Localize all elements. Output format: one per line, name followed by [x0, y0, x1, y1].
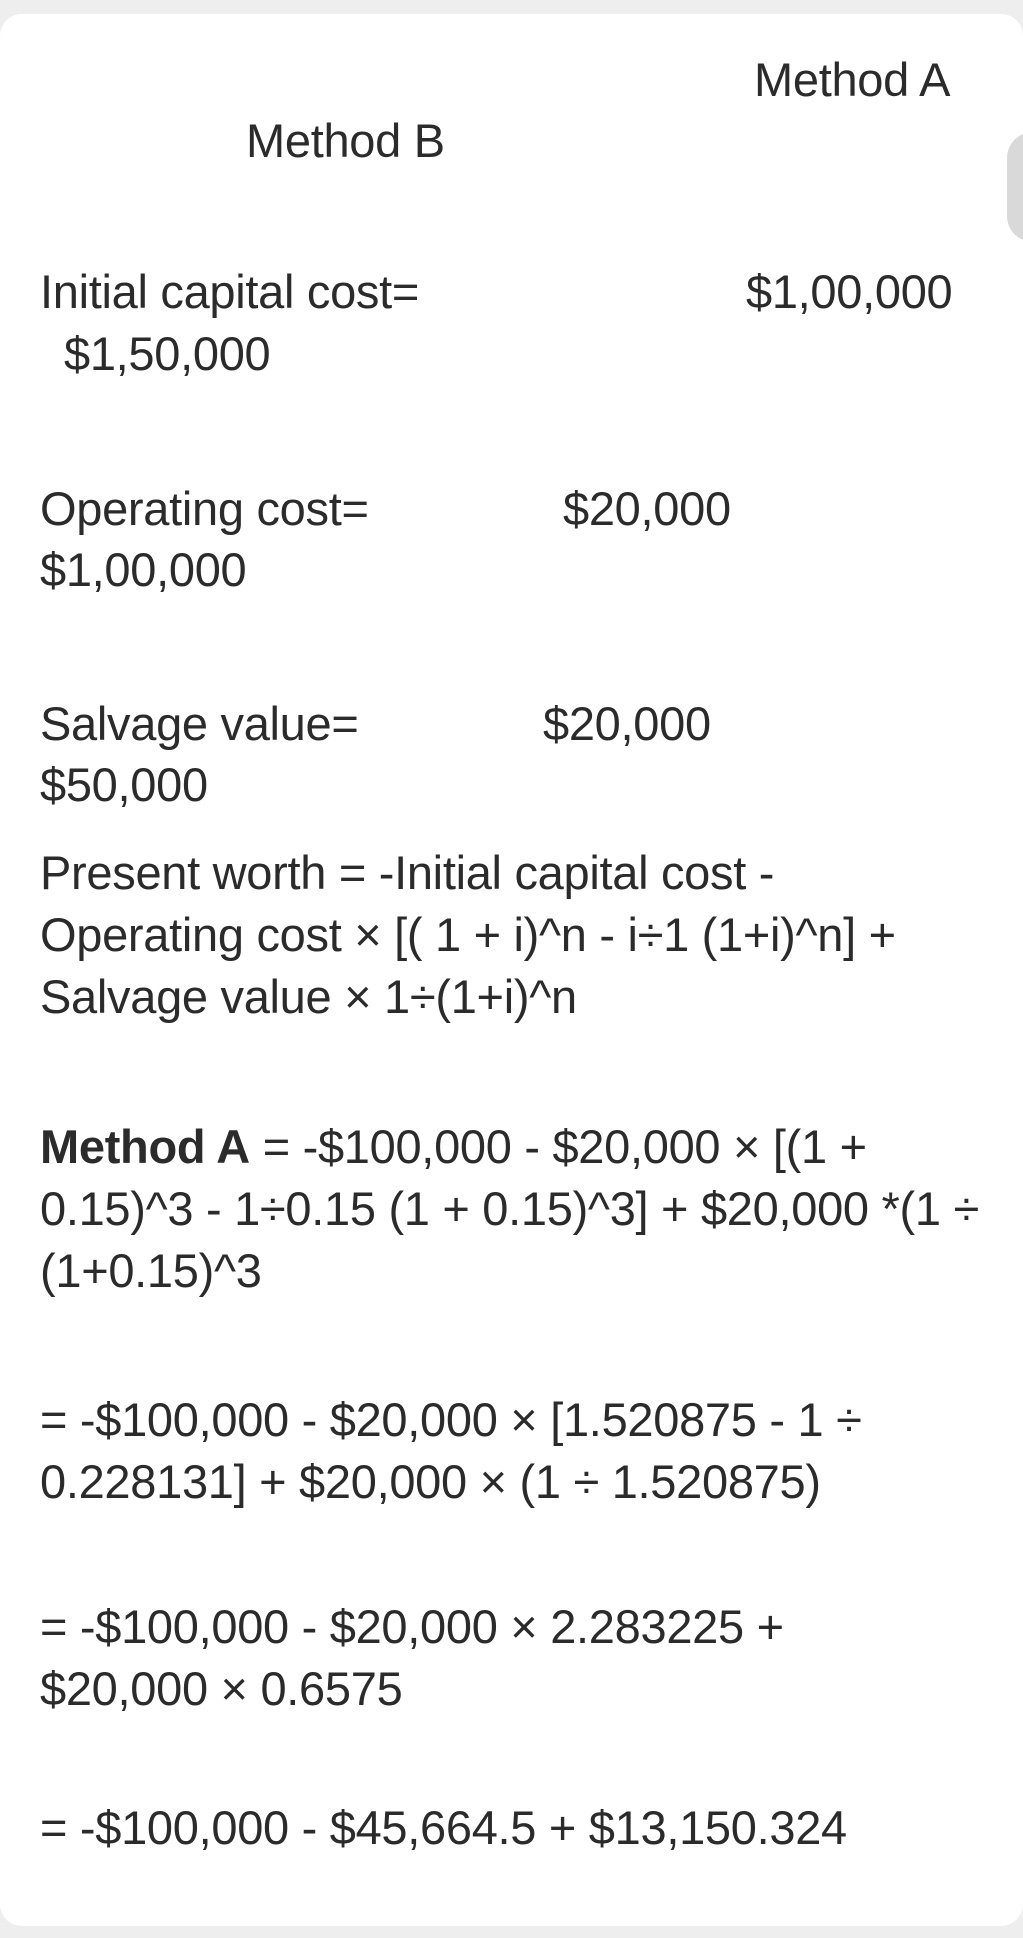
salvage-value-label: Salvage value=: [40, 697, 359, 750]
method-b-header: Method B: [246, 114, 445, 167]
initial-cost-label: Initial capital cost=: [40, 265, 420, 318]
scrollbar-thumb[interactable]: [1007, 132, 1023, 242]
operating-cost-method-b: $1,00,000: [40, 543, 247, 596]
formula-line: Operating cost × [( 1 + i)^n - i÷1 (1+i)^n] +: [40, 908, 896, 961]
calc-step-2: [40, 1596, 1015, 1720]
calc-line: 0.228131] + $20,000 × (1 ÷ 1.520875): [40, 1455, 821, 1508]
calc-step-3: [40, 1797, 1015, 1859]
present-worth-formula: [40, 842, 1015, 1028]
calc-line: (1+0.15)^3: [40, 1244, 262, 1297]
content-card: [0, 14, 1023, 1926]
calc-line: 0.15)^3 - 1÷0.15 (1 + 0.15)^3] + $20,000 *(1 ÷: [40, 1182, 979, 1235]
method-a-label: Method A: [40, 1120, 250, 1173]
calc-line: $20,000 × 0.6575: [40, 1662, 403, 1715]
initial-cost-method-b: $1,50,000: [64, 327, 271, 380]
formula-line: Present worth = -Initial capital cost -: [40, 846, 775, 899]
operating-cost-method-a: $20,000: [563, 482, 731, 535]
calc-line: = -$100,000 - $20,000 × 2.283225 +: [40, 1600, 784, 1653]
operating-cost-label: Operating cost=: [40, 482, 369, 535]
method-a-calculation: [40, 1116, 1015, 1302]
formula-line: Salvage value × 1÷(1+i)^n: [40, 970, 577, 1023]
salvage-value-method-a: $20,000: [543, 697, 711, 750]
calc-line: = -$100,000 - $45,664.5 + $13,150.324: [40, 1801, 847, 1854]
initial-cost-method-a: $1,00,000: [746, 265, 953, 318]
calc-step-1: [40, 1389, 1015, 1513]
calc-line: = -$100,000 - $20,000 × [1.520875 - 1 ÷: [40, 1393, 862, 1446]
salvage-value-method-b: $50,000: [40, 758, 208, 811]
calc-text: = -$100,000 - $20,000 × [(1 +: [249, 1120, 867, 1173]
method-a-header: Method A: [754, 53, 951, 106]
